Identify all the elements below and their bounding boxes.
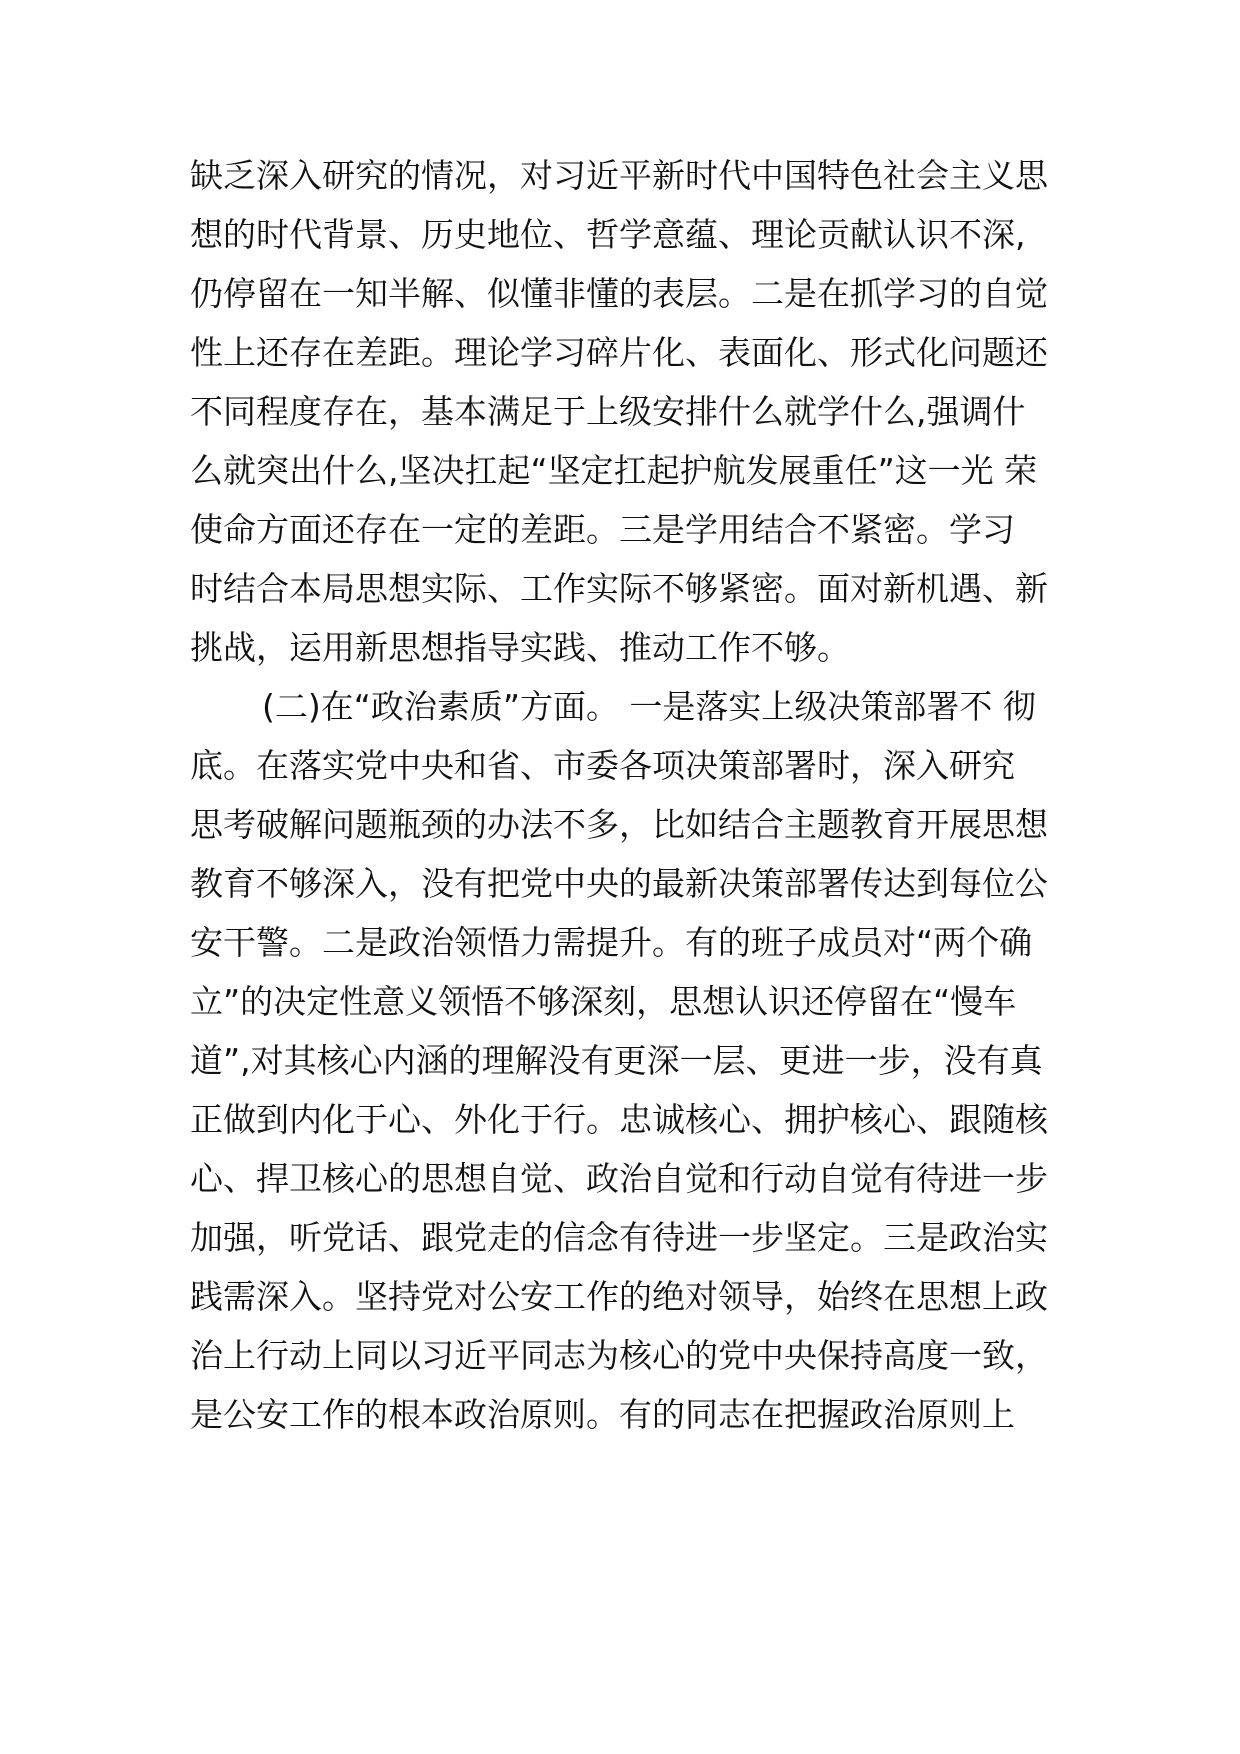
body-text (190, 146, 1060, 1444)
text-line: 时结合本局思想实际、工作实际不够紧密。面对新机遇、新 (190, 569, 1048, 608)
text-line: 思考破解问题瓶颈的办法不多，比如结合主题教育开展思想 (190, 805, 1048, 844)
text-line: 安干警。二是政治领悟力需提升。有的班子成员对“两个确 (190, 923, 1033, 962)
text-line: 教育不够深入，没有把党中央的最新决策部署传达到每位公 (190, 864, 1048, 903)
text-line: 仍停留在一知半解、似懂非懂的表层。二是在抓学习的自觉 (190, 274, 1048, 313)
text-line: 缺乏深入研究的情况，对习近平新时代中国特色社会主义思 (190, 156, 1048, 195)
text-line: 践需深入。坚持党对公安工作的绝对领导，始终在思想上政 (190, 1277, 1048, 1316)
section-heading-line: (二)在“政治素质”方面。 一是落实上级决策部署不 彻 (262, 687, 1036, 726)
text-line: 治上行动上同以习近平同志为核心的党中央保持高度一致， (190, 1336, 1048, 1375)
text-line: 使命方面还存在一定的差距。三是学用结合不紧密。学习 (190, 510, 1015, 549)
text-line: 是公安工作的根本政治原则。有的同志在把握政治原则上 (190, 1395, 1015, 1434)
text-line: 道”,对其核心内涵的理解没有更深一层、更进一步，没有真 (190, 1041, 1043, 1080)
text-line: 想的时代背景、历史地位、哲学意蕴、理论贡献认识不深, (190, 215, 1026, 254)
text-line: 心、捍卫核心的思想自觉、政治自觉和行动自觉有待进一步 (190, 1159, 1048, 1198)
text-line: 么就突出什么,坚决扛起“坚定扛起护航发展重任”这一光 荣 (190, 451, 1038, 490)
text-line: 立”的决定性意义领悟不够深刻，思想认识还停留在“慢车 (190, 982, 1017, 1021)
text-line: 底。在落实党中央和省、市委各项决策部署时，深入研究 (190, 746, 1015, 785)
text-line: 性上还存在差距。理论学习碎片化、表面化、形式化问题还 (190, 333, 1048, 372)
text-line: 挑战，运用新思想指导实践、推动工作不够。 (190, 628, 850, 667)
text-line: 正做到内化于心、外化于行。忠诚核心、拥护核心、跟随核 (190, 1100, 1048, 1139)
text-line: 加强，听党话、跟党走的信念有待进一步坚定。三是政治实 (190, 1218, 1048, 1257)
text-line: 不同程度存在，基本满足于上级安排什么就学什么,强调什 (190, 392, 1026, 431)
